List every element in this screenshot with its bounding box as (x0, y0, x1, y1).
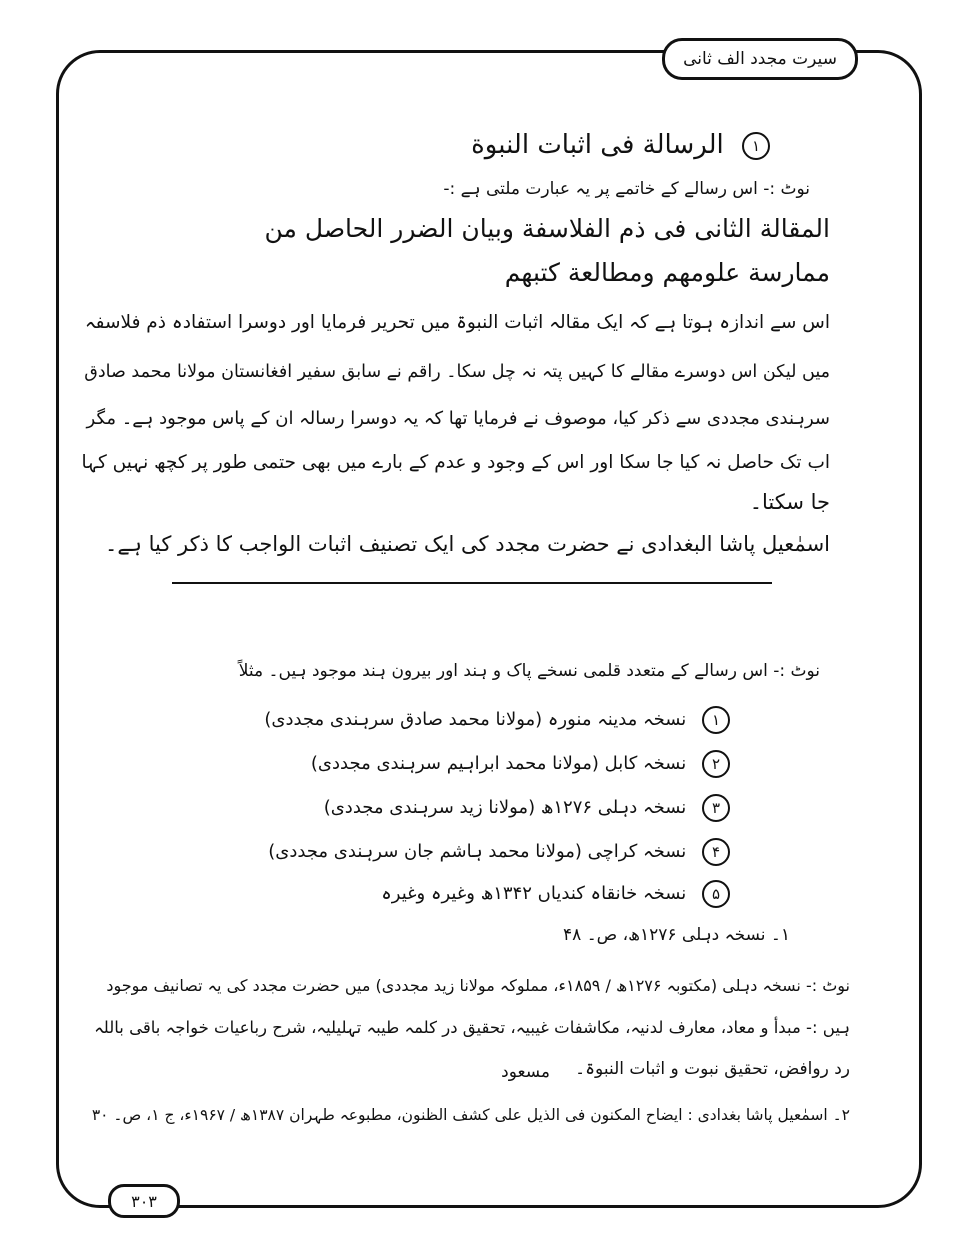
footnote-note-line: ہیں :- مبدأ و معاد، معارف لدنیہ، مکاشفات غیبیہ، تحقیق در کلمہ طیبہ تہلیلیہ، شرح رباعیات خواجہ باقی باللہ (94, 1018, 850, 1037)
list-text: نسخہ کابل (مولانا محمد ابراہیم سرہندی مجددی) (310, 753, 687, 774)
list-text: نسخہ دہلی ۱۲۷۶ھ (مولانا زید سرہندی مجددی) (323, 797, 687, 818)
list-item (381, 880, 730, 908)
footnote-note-line: نوٹ :- نسخہ دہلی (مکتوبہ ۱۲۷۶ھ / ۱۸۵۹ء، مملوکہ مولانا زید مجددی) میں حضرت مجدد کی یہ تصانیف موجود (106, 976, 850, 995)
section-title (471, 130, 770, 160)
footnote-note-line: رد روافض، تحقیق نبوت و اثبات النبوۃ۔ (575, 1059, 850, 1079)
paragraph-line: میں لیکن اس دوسرے مقالے کا کہیں پتہ نہ چل سکا۔ راقم نے سابق سفیر افغانستان مولانا محمد صادق (84, 362, 830, 382)
paragraph-line: اب تک حاصل نہ کیا جا سکا اور اس کے وجود و عدم کے بارے میں بھی حتمی طور پر کچھ نہیں کہا (81, 452, 830, 473)
manuscripts-intro: نوٹ :- اس رسالے کے متعدد قلمی نسخے پاک و ہند اور بیرون ہند موجود ہیں۔ مثلاً (238, 661, 820, 681)
footnote-1: ۱۔ نسخہ دہلی ۱۲۷۶ھ، ص۔ ۴۸ (563, 925, 790, 945)
list-number: ۲ (702, 750, 730, 778)
arabic-quote-line-1: المقالة الثانی فی ذم الفلاسفة وبیان الضرر الحاصل من (264, 214, 830, 243)
arabic-quote-line-2: ممارسة علومهم ومطالعة کتبهم (504, 258, 830, 287)
list-number: ۱ (702, 706, 730, 734)
footnote-2: ۲۔ اسمٰعیل پاشا بغدادی : ایضاح المکنون فی الذیل علی کشف الظنون، مطبوعہ طہران ۱۳۸۷ھ / ۱۹۶۷ء، ج ۱، ص۔ ۳۰ (91, 1106, 850, 1124)
section-number: ۱ (742, 132, 770, 160)
list-text: نسخہ خانقاہ کندیاں ۱۳۴۲ھ وغیرہ وغیرہ (381, 883, 687, 904)
list-number: ۴ (702, 838, 730, 866)
note-intro: نوٹ :- اس رسالے کے خاتمے پر یہ عبارت ملتی ہے :- (443, 179, 810, 199)
list-text: نسخہ کراچی (مولانا محمد ہاشم جان سرہندی مجددی) (268, 841, 687, 862)
list-item (268, 838, 730, 866)
page-number: ۳۰۳ (108, 1184, 180, 1218)
list-number: ۵ (702, 880, 730, 908)
paragraph-line: اسمٰعیل پاشا البغدادی نے حضرت مجدد کی ایک تصنیف اثبات الواجب کا ذکر کیا ہے۔ (105, 532, 830, 556)
list-text: نسخہ مدینہ منورہ (مولانا محمد صادق سرہندی مجددی) (264, 709, 687, 730)
list-item (264, 706, 730, 734)
paragraph-line: سرہندی مجددی سے ذکر کیا، موصوف نے فرمایا تھا کہ یہ دوسرا رسالہ ان کے پاس موجود ہے۔ مگر (86, 408, 830, 429)
section-title-text: الرسالة فی اثبات النبوة (471, 130, 724, 160)
running-title: سیرت مجدد الف ثانی (662, 38, 858, 80)
list-item (311, 750, 730, 778)
footnote-divider (172, 582, 772, 584)
footnote-signature: مسعود (501, 1062, 550, 1082)
paragraph-line: جا سکتا۔ (749, 490, 830, 514)
paragraph-line: اس سے اندازہ ہوتا ہے کہ ایک مقالہ اثبات النبوۃ میں تحریر فرمایا اور دوسرا استفادہ ذم فلاسفہ (84, 312, 830, 333)
list-item (324, 794, 730, 822)
list-number: ۳ (702, 794, 730, 822)
